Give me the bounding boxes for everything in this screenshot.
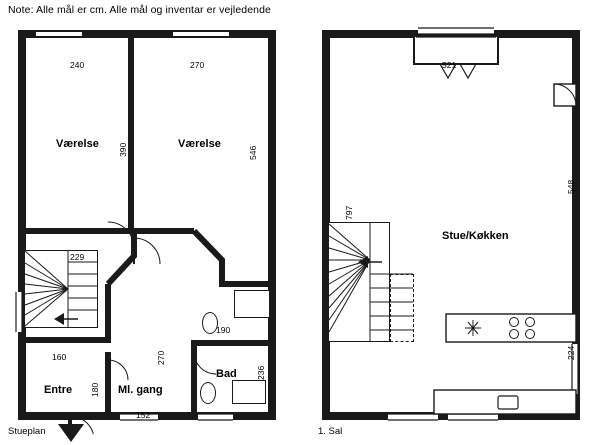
dim-270-mid: 270: [156, 350, 166, 365]
dim-270-top: 270: [190, 60, 205, 70]
dim-236: 236: [256, 365, 266, 380]
floorplan-ground-floor: [8, 22, 286, 437]
caption-foerste-sal: 1. Sal: [318, 426, 343, 437]
dim-390: 390: [118, 142, 128, 157]
caption-stueplan: Stueplan: [8, 426, 46, 437]
room-label-ml-gang: Ml. gang: [118, 384, 163, 396]
sink-bad: [232, 380, 266, 404]
room-label-stue-kokken: Stue/Køkken: [442, 230, 509, 242]
room-label-vaerelse-right: Værelse: [178, 138, 221, 150]
dim-240: 240: [70, 60, 85, 70]
staircase-treads-ground: [8, 22, 286, 434]
staircase-treads-first: [318, 22, 586, 434]
room-label-bad: Bad: [216, 368, 237, 380]
dim-548: 548: [566, 179, 576, 194]
dim-152: 152: [136, 410, 151, 420]
dim-190: 190: [216, 325, 231, 335]
dim-224: 224: [566, 345, 576, 360]
room-label-entre: Entre: [44, 384, 73, 396]
dim-521: 521: [442, 60, 457, 70]
bathtub: [234, 290, 270, 318]
dim-797: 797: [344, 205, 354, 220]
note-text: Note: Alle mål er cm. Alle mål og inventar er vejledende: [8, 4, 271, 16]
toilet-bad: [200, 382, 216, 404]
north-pointer: [58, 424, 84, 442]
dim-546: 546: [248, 145, 258, 160]
dim-180: 180: [90, 382, 100, 397]
floorplan-first-floor: [318, 22, 586, 437]
dim-160: 160: [52, 352, 67, 362]
room-label-vaerelse-left: Værelse: [56, 138, 99, 150]
dim-229: 229: [70, 252, 85, 262]
